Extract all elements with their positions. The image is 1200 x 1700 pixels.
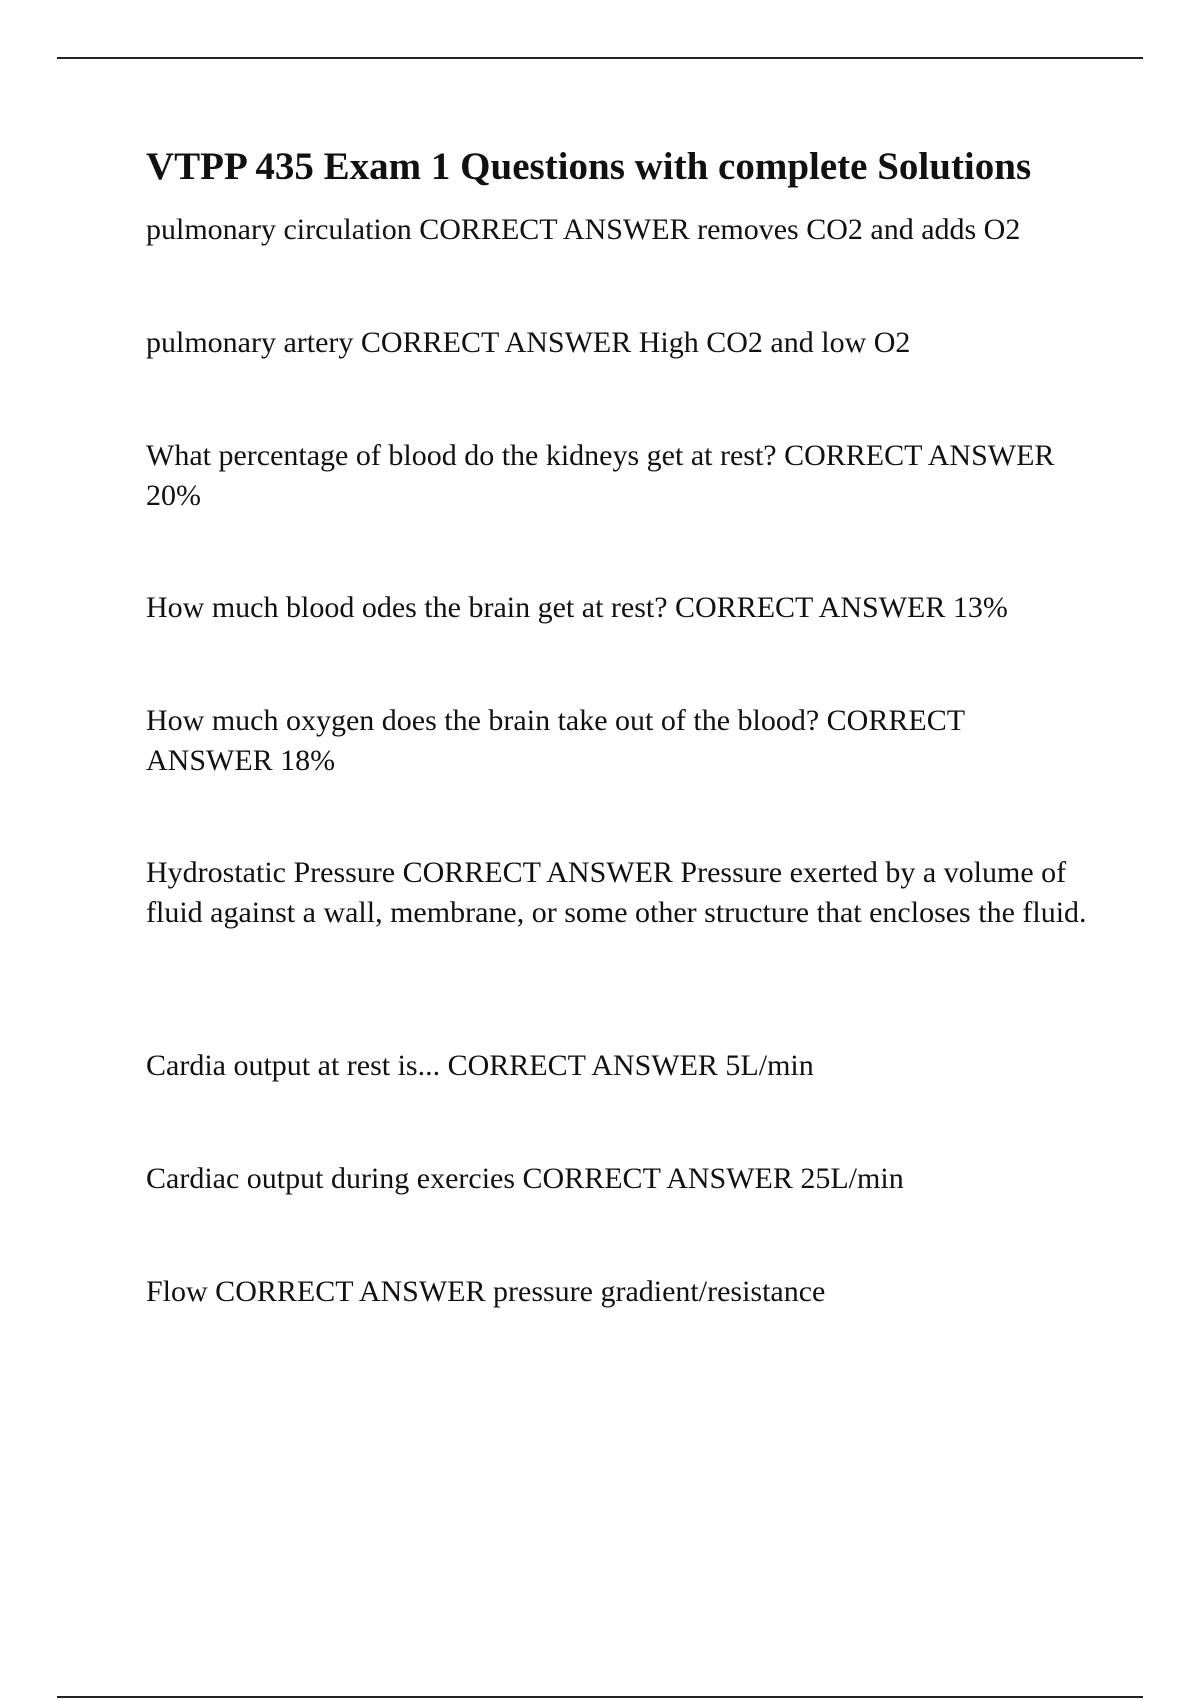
qa-item: Cardia output at rest is... CORRECT ANSWER 5L/min	[146, 1049, 814, 1082]
qa-item: How much oxygen does the brain take out of the blood? CORRECT ANSWER 18%	[146, 704, 965, 777]
header-divider	[57, 57, 1143, 59]
footer-divider	[57, 1696, 1143, 1698]
qa-item: pulmonary artery CORRECT ANSWER High CO2 and low O2	[146, 326, 911, 359]
qa-item: How much blood odes the brain get at rest? CORRECT ANSWER 13%	[146, 591, 1008, 624]
qa-item: pulmonary circulation CORRECT ANSWER removes CO2 and adds O2	[146, 213, 1021, 246]
qa-item: Hydrostatic Pressure CORRECT ANSWER Pressure exerted by a volume of fluid against a wall, membrane, or some other structure that encloses the fluid.	[146, 856, 1087, 929]
qa-item: Cardiac output during exercies CORRECT ANSWER 25L/min	[146, 1162, 904, 1195]
document-title: VTPP 435 Exam 1 Questions with complete Solutions	[146, 145, 1032, 188]
qa-item: Flow CORRECT ANSWER pressure gradient/resistance	[146, 1275, 826, 1308]
qa-item: What percentage of blood do the kidneys get at rest? CORRECT ANSWER 20%	[146, 439, 1055, 512]
